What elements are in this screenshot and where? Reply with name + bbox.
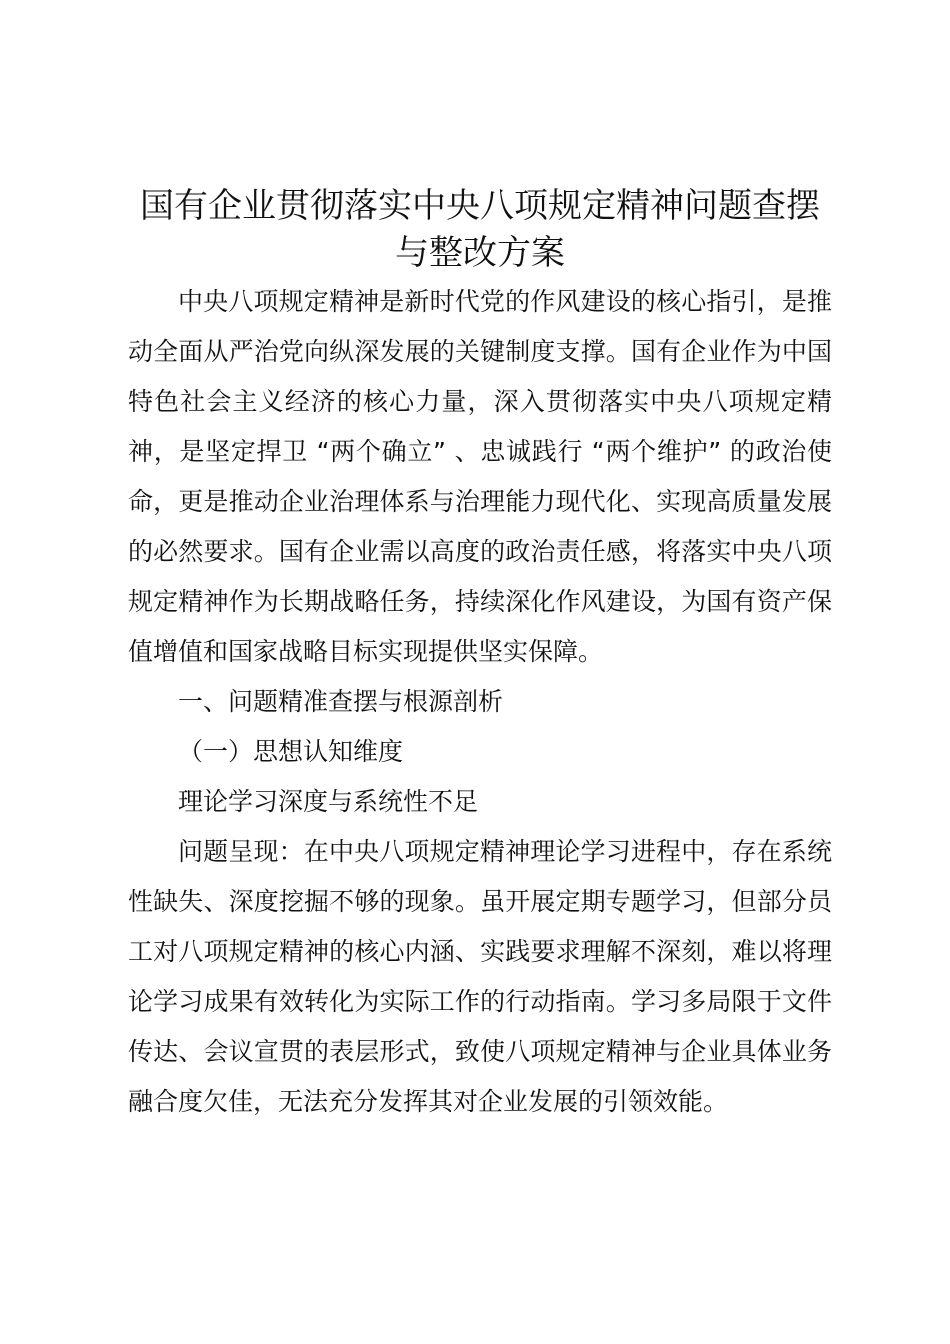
title-line-2: 与整改方案: [395, 233, 565, 273]
document-title: [128, 183, 832, 277]
topic-heading: 理论学习深度与系统性不足: [178, 787, 479, 816]
problem-paragraph: 问题呈现：在中央八项规定精神理论学习进程中，存在系统性缺失、深度挖掘不够的现象。虽开展定期专题学习，但部分员工对八项规定精神的核心内涵、实践要求理解不深刻，难以将理论学习成果有效转化为实际工作的行动指南。学习多局限于文件传达、会议宣贯的表层形式，致使八项规定精神与企业具体业务融合度欠佳，无法充分发挥其对企业发展的引领效能。: [128, 837, 832, 1116]
section-heading-1: 一、问题精准查摆与根源剖析: [178, 687, 504, 716]
title-line-1: 国有企业贯彻落实中央八项规定精神问题查摆: [140, 186, 820, 226]
subsection-heading-1: （一）思想认知维度: [178, 737, 404, 766]
intro-paragraph: 中央八项规定精神是新时代党的作风建设的核心指引，是推动全面从严治党向纵深发展的关键制度支撑。国有企业作为中国特色社会主义经济的核心力量，深入贯彻落实中央八项规定精神，是坚定捍卫 “两个确立” 、忠诚践行 “两个维护” 的政治使命，更是推动企业治理体系与治理能力现代化、实现高质量发展的必然要求。国有企业需以高度的政治责任感，将落实中央八项规定精神作为长期战略任务，持续深化作风建设，为国有资产保值增值和国家战略目标实现提供坚实保障。: [128, 287, 832, 666]
